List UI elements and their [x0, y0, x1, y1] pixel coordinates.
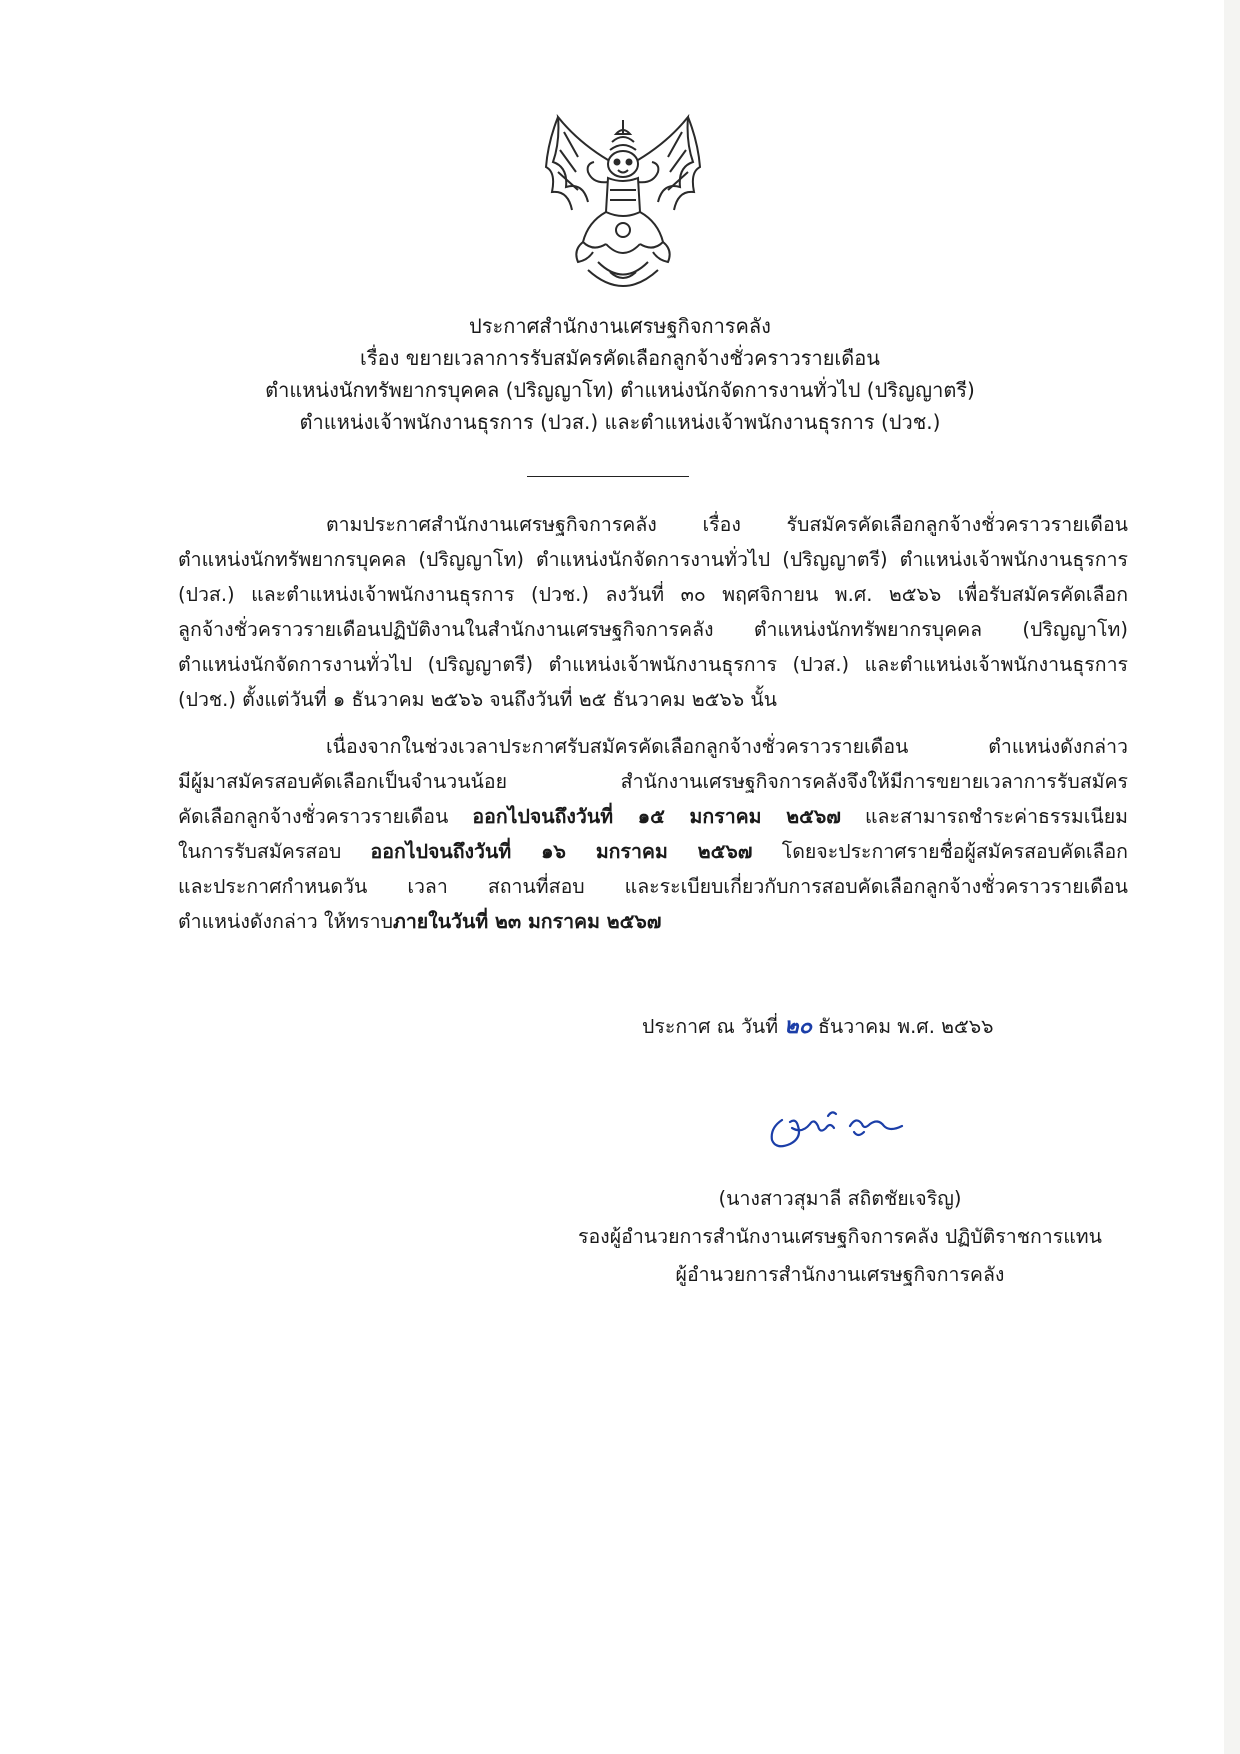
garuda-emblem-icon [538, 112, 708, 297]
paragraph-1-line-4: ลูกจ้างชั่วคราวรายเดือนปฏิบัติงานในสำนักงานเศรษฐกิจการคลัง ตำแหน่งนักทรัพยากรบุคคล (ปริญญาโท) [178, 618, 1128, 641]
paragraph-2-line-5: และประกาศกำหนดวัน เวลา สถานที่สอบ และระเบียบเกี่ยวกับการสอบคัดเลือกลูกจ้างชั่วคราวรายเดือน [178, 875, 1128, 898]
heading-line-4: ตำแหน่งเจ้าพนักงานธุรการ (ปวส.) และตำแหน่งเจ้าพนักงานธุรการ (ปวช.) [299, 410, 941, 434]
heading-line-1: ประกาศสำนักงานเศรษฐกิจการคลัง [469, 314, 771, 338]
paragraph-2-line-3 [178, 799, 1128, 834]
paragraph-2-line-3-text: คัดเลือกลูกจ้างชั่วคราวรายเดือน [178, 805, 473, 828]
announcement-date-deadline: ภายในวันที่ ๒๓ มกราคม ๒๕๖๗ [392, 910, 662, 933]
announcement-body [178, 507, 1128, 951]
fee-payment-deadline: ออกไปจนถึงวันที่ ๑๖ มกราคม ๒๕๖๗ [370, 840, 753, 863]
paragraph-2-line-1: เนื่องจากในช่วงเวลาประกาศรับสมัครคัดเลือกลูกจ้างชั่วคราวรายเดือน ตำแหน่งดังกล่าว [326, 735, 1128, 758]
heading-divider [527, 476, 689, 477]
paragraph-1 [178, 507, 1128, 717]
announce-date [642, 1008, 993, 1043]
announce-date-day: ๒๐ [784, 1013, 813, 1039]
signer-block [560, 1180, 1120, 1294]
paragraph-1-line-6: (ปวช.) ตั้งแต่วันที่ ๑ ธันวาคม ๒๕๖๖ จนถึงวันที่ ๒๕ ธันวาคม ๒๕๖๖ นั้น [178, 688, 777, 711]
application-deadline: ออกไปจนถึงวันที่ ๑๕ มกราคม ๒๕๖๗ [472, 805, 841, 828]
heading-line-2: เรื่อง ขยายเวลาการรับสมัครคัดเลือกลูกจ้างชั่วคราวรายเดือน [360, 346, 880, 370]
paragraph-1-line-3: (ปวส.) และตำแหน่งเจ้าพนักงานธุรการ (ปวช.) ลงวันที่ ๓๐ พฤศจิกายน พ.ศ. ๒๕๖๖ เพื่อรับสมัครคัดเลือก [178, 583, 1128, 606]
announce-date-prefix: ประกาศ ณ วันที่ [642, 1015, 779, 1038]
paragraph-1-line-5: ตำแหน่งนักจัดการงานทั่วไป (ปริญญาตรี) ตำแหน่งเจ้าพนักงานธุรการ (ปวส.) และตำแหน่งเจ้าพนักงานธุรการ [178, 653, 1128, 676]
paragraph-2-line-4 [178, 834, 1128, 869]
paragraph-2-line-2: มีผู้มาสมัครสอบคัดเลือกเป็นจำนวนน้อย สำนักงานเศรษฐกิจการคลังจึงให้มีการขยายเวลาการรับสมัคร [178, 770, 1128, 793]
paragraph-2-line-4-tail: โดยจะประกาศรายชื่อผู้สมัครสอบคัดเลือก [752, 840, 1128, 863]
paragraph-2-line-6-text: ตำแหน่งดังกล่าว ให้ทราบ [178, 910, 393, 933]
paragraph-2-line-3-tail: และสามารถชำระค่าธรรมเนียม [840, 805, 1128, 828]
signer-name: (นางสาวสุมาลี สถิตชัยเจริญ) [718, 1187, 962, 1210]
paragraph-2-line-6 [178, 904, 1128, 939]
announce-date-suffix: ธันวาคม พ.ศ. ๒๕๖๖ [818, 1015, 994, 1038]
signature-icon [762, 1098, 922, 1158]
paragraph-1-line-2: ตำแหน่งนักทรัพยากรบุคคล (ปริญญาโท) ตำแหน่งนักจัดการงานทั่วไป (ปริญญาตรี) ตำแหน่งเจ้าพนักงานธุรการ [178, 548, 1128, 571]
signer-title-1: รองผู้อำนวยการสำนักงานเศรษฐกิจการคลัง ปฏิบัติราชการแทน [578, 1225, 1102, 1248]
paragraph-2-line-4-text: ในการรับสมัครสอบ [178, 840, 371, 863]
announcement-heading [0, 310, 1240, 438]
paragraph-1-line-1: ตามประกาศสำนักงานเศรษฐกิจการคลัง เรื่อง รับสมัครคัดเลือกลูกจ้างชั่วคราวรายเดือน [326, 513, 1128, 536]
heading-line-3: ตำแหน่งนักทรัพยากรบุคคล (ปริญญาโท) ตำแหน่งนักจัดการงานทั่วไป (ปริญญาตรี) [265, 378, 975, 402]
signer-title-2: ผู้อำนวยการสำนักงานเศรษฐกิจการคลัง [675, 1263, 1005, 1286]
paragraph-2 [178, 729, 1128, 939]
